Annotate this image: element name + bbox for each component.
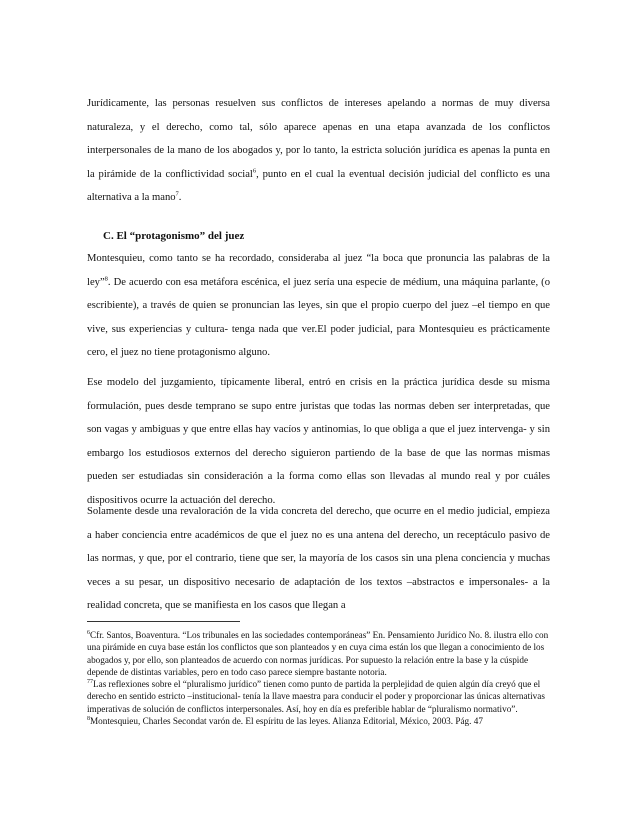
footnote-ref-6: 6 [252, 167, 257, 175]
footnotes [87, 629, 550, 727]
footnote-6 [87, 629, 550, 678]
footnote-text: Montesquieu, Charles Secondat varón de. El espíritu de las leyes. Alianza Editorial, México, 2003. Pág. 47 [90, 716, 483, 727]
footnote-separator [87, 621, 240, 622]
footnote-8 [87, 715, 550, 727]
paragraph-2-text-a: Montesquieu, como tanto se ha recordado, consideraba al juez “la boca que pronuncia las palabras de la ley” [87, 253, 550, 288]
footnote-ref-8: 8 [104, 275, 108, 283]
paragraph-1 [87, 92, 550, 210]
footnote-mark: 77 [87, 679, 93, 686]
footnote-text: Cfr. Santos, Boaventura. “Los tribunales en las sociedades contemporáneas” En. Pensamiento Jurídico No. 8. ilustra ello con una pirámide en cuya base están los conflictos que son planteados y en cuya cima están los que llegan a conocimiento de los abogados y, por ello, son planteados de acuerdo con normas jurídicas. Por supuesto la relación entre la base y la cúspide depende de distintas variables, pero en todo caso parece siempre bastante notoria. [87, 630, 549, 677]
footnote-ref-7: 7 [175, 190, 179, 198]
section-heading: C. El “protagonismo” del juez [103, 230, 245, 242]
paragraph-1-text-c: . [178, 192, 182, 204]
footnote-text: Las reflexiones sobre el “pluralismo jurídico” tienen como punto de partida la perplejidad de quien algún día creyó que el derecho en sentido estricto –institucional- tenía la llave maestra para conducir el poder y proporcionar las únicas alternativas imperativas de solución de conflictos interpersonales. Así, hoy en día es preferible hablar de “pluralismo normativo”. [87, 679, 545, 714]
paragraph-1-text-b: , punto en el cual la eventual decisión judicial del conflicto es una alternativa a la mano [87, 168, 550, 204]
paragraph-2 [87, 247, 550, 365]
paragraph-1-text-a: Jurídicamente, las personas resuelven sus conflictos de intereses apelando a normas de muy diversa naturaleza, y el derecho, como tal, sólo aparece apenas en una etapa avanzada de los conflictos interpersonales de la mano de los abogados y, por lo tanto, la estricta solución jurídica es apenas la punta en la pirámide de la conflictividad social [87, 98, 550, 180]
paragraph-4: Solamente desde una revaloración de la vida concreta del derecho, que ocurre en el medio judicial, empieza a haber conciencia entre académicos de que el juez no es una antena del derecho, un receptáculo pasivo de las normas, y que, por el contrario, tiene que ser, la mayoría de los casos sin una plena conciencia y muchas veces a su pesar, un dispositivo necesario de adaptación de los textos –abstractos e impersonales- a la realidad concreta, que se manifiesta en los casos que llegan a [87, 506, 550, 612]
footnote-7 [87, 678, 550, 715]
footnote-mark: 6 [87, 629, 90, 636]
footnote-mark: 8 [87, 716, 90, 723]
paragraph-3: Ese modelo del juzgamiento, típicamente liberal, entró en crisis en la práctica jurídica desde su misma formulación, pues desde temprano se supo entre juristas que todas las normas deben ser interpretadas, que son vagas y ambiguas y que entre ellas hay vacíos y antinomias, lo que obliga a que el juez intervenga- y sin embargo los estudiosos externos del derecho siguieron partiendo de la base de que las normas mismas pueden ser estudiadas sin consideración a la forma como ellas son llevadas al mundo real y por cuáles dispositivos ocurre la actuación del derecho. [87, 377, 550, 506]
paragraph-2-text-b: . De acuerdo con esa metáfora escénica, el juez sería una especie de médium, una máquina parlante, (o escribiente), a través de quien se pronuncian las leyes, sin que el propio cuerpo del juez –el tiempo en que vive, sus experiencias y cultura- tenga nada que ver.El poder judicial, para Montesquieu es prácticamente cero, el juez no tiene protagonismo alguno. [87, 276, 550, 359]
